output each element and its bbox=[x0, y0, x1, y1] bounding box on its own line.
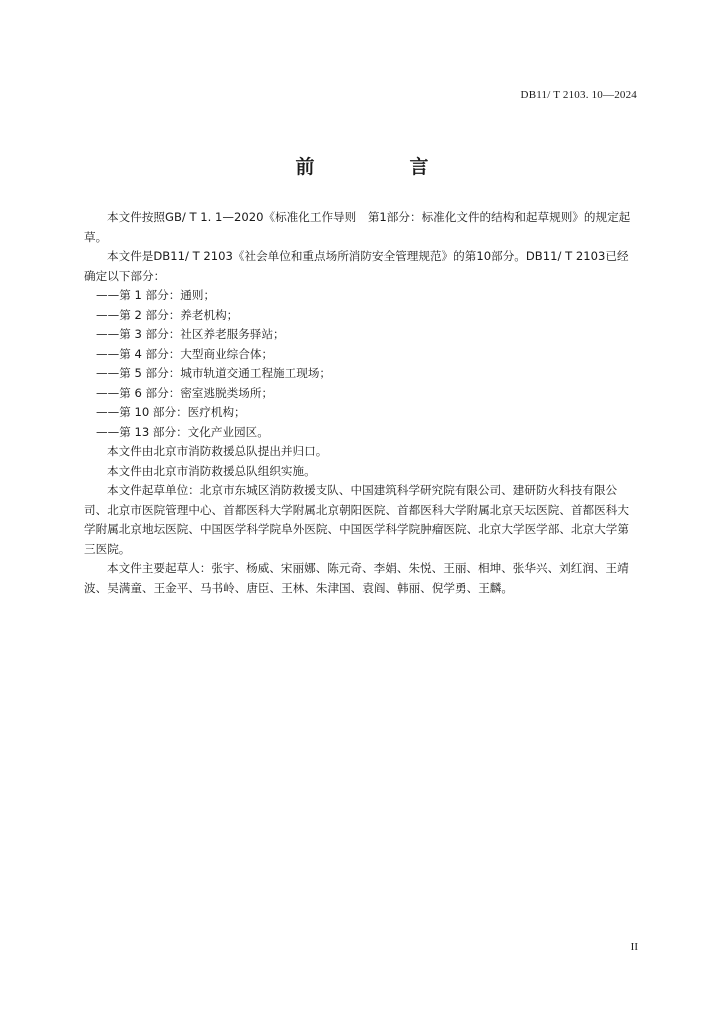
document-code: DB11/ T 2103. 10—2024 bbox=[520, 89, 637, 101]
list-item-part-13: ——第 13 部分：文化产业园区。 bbox=[96, 424, 269, 439]
page-title: 前 言 bbox=[295, 156, 467, 178]
paragraph-series-intro: 本文件是DB11/ T 2103《社会单位和重点场所消防安全管理规范》的第10部分。DB11/ T 2103已经确定以下部分： bbox=[84, 249, 629, 283]
list-item-part-3: ——第 3 部分：社区养老服务驿站； bbox=[96, 327, 285, 341]
list-item-part-6: ——第 6 部分：密室逃脱类场所； bbox=[96, 385, 274, 400]
statement-implementer: 本文件由北京市消防救援总队组织实施。 bbox=[107, 463, 316, 478]
statement-proposer: 本文件由北京市消防救援总队提出并归口。 bbox=[107, 444, 328, 458]
statement-drafters: 本文件主要起草人：张宇、杨威、宋丽娜、陈元奇、李娟、朱悦、王丽、相坤、张华兴、刘红润、王靖波、吴满童、王金平、马书岭、唐臣、王林、朱津国、袁阎、韩丽、倪学勇、王麟。 bbox=[84, 561, 629, 595]
list-item-part-1: ——第 1 部分：通则； bbox=[96, 288, 216, 302]
statement-drafting-units: 本文件起草单位：北京市东城区消防救援支队、中国建筑科学研究院有限公司、建研防火科技有限公司、北京市医院管理中心、首都医科大学附属北京朝阳医院、首都医科大学附属北京天坛医院、首都医科大学附属北京地坛医院、中国医学科学院阜外医院、中国医学科学院肿瘤医院、北京大学医学部、北京大学第三医院。 bbox=[84, 483, 629, 556]
paragraph-drafting-basis: 本文件按照GB/ T 1. 1—2020《标准化工作导则 第1部分：标准化文件的结构和起草规则》的规定起草。 bbox=[84, 210, 631, 244]
list-item-part-5: ——第 5 部分：城市轨道交通工程施工现场； bbox=[96, 366, 332, 380]
list-item-part-2: ——第 2 部分：养老机构； bbox=[96, 307, 239, 322]
page-number: II bbox=[630, 941, 638, 953]
list-item-part-10: ——第 10 部分：医疗机构； bbox=[96, 405, 246, 419]
foreword-body bbox=[84, 208, 640, 598]
list-item-part-4: ——第 4 部分：大型商业综合体； bbox=[96, 346, 274, 361]
